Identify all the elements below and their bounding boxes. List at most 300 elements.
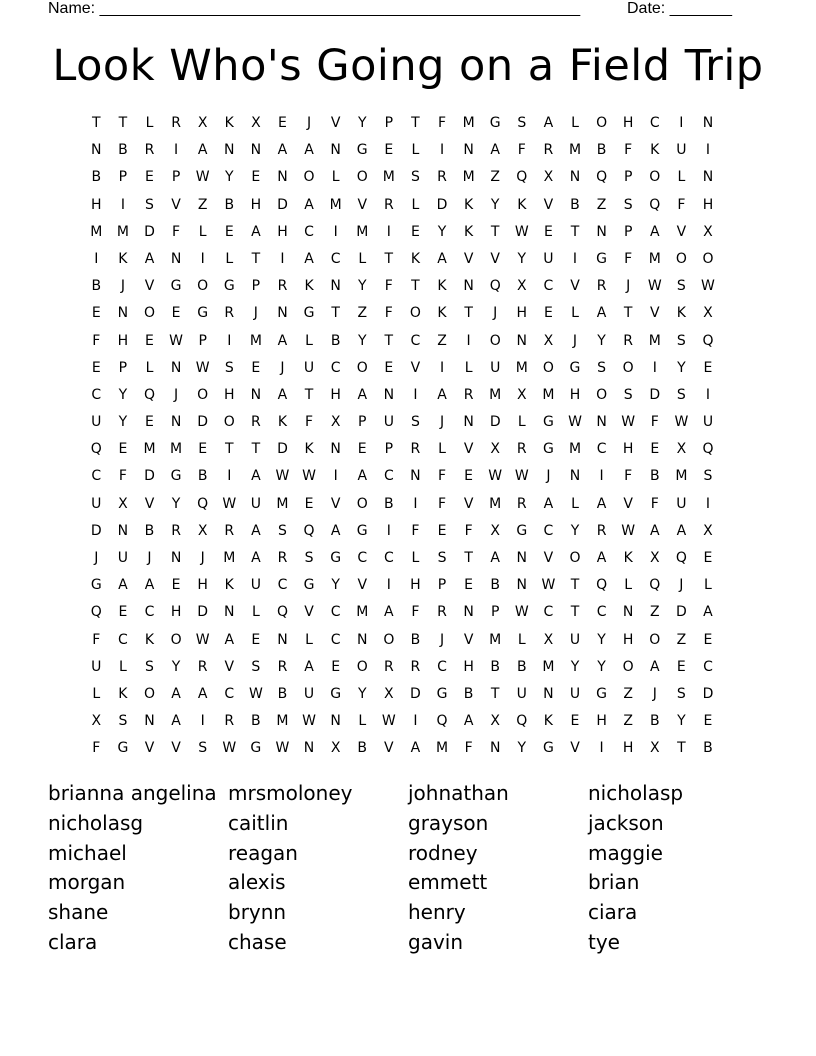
grid-letter: W xyxy=(275,468,290,485)
grid-letter: P xyxy=(384,115,394,131)
grid-letter: T xyxy=(677,740,686,757)
grid-letter: E xyxy=(676,658,686,675)
grid-letter: A xyxy=(384,604,394,621)
grid-letter: Z xyxy=(676,631,687,648)
grid-letter: L xyxy=(358,713,367,730)
grid-letter: I xyxy=(705,386,711,403)
grid-letter: F xyxy=(464,522,473,539)
grid-letter: G xyxy=(569,359,581,376)
puzzle-title: Look Who's Going on a Field Trip xyxy=(52,41,764,91)
grid-letter: O xyxy=(489,332,501,349)
grid-letter: M xyxy=(170,441,183,458)
grid-letter: F xyxy=(384,278,393,295)
grid-letter: F xyxy=(411,604,420,621)
grid-letter: C xyxy=(596,441,607,458)
grid-letter: U xyxy=(91,495,102,512)
grid-letter: L xyxy=(358,250,367,267)
grid-letter: B xyxy=(463,685,474,702)
grid-letter: X xyxy=(543,631,554,648)
grid-letter: G xyxy=(596,250,607,267)
grid-letter: V xyxy=(357,577,368,594)
grid-letter: G xyxy=(303,305,315,322)
grid-letter: J xyxy=(652,685,657,702)
grid-letter: N xyxy=(117,522,129,539)
grid-letter: I xyxy=(572,250,578,267)
grid-letter: C xyxy=(543,522,554,539)
grid-letter: G xyxy=(596,685,607,702)
grid-letter: D xyxy=(277,196,288,213)
grid-letter: A xyxy=(171,713,181,730)
grid-letter: C xyxy=(304,223,314,240)
grid-letter: H xyxy=(330,386,341,403)
grid-letter: L xyxy=(92,685,101,702)
grid-letter: O xyxy=(356,658,368,675)
grid-letter: V xyxy=(463,631,474,648)
grid-letter: L xyxy=(305,332,313,349)
grid-letter: B xyxy=(703,740,713,757)
grid-letter: F xyxy=(650,495,659,512)
grid-letter: M xyxy=(462,115,475,131)
grid-letter: I xyxy=(386,577,391,594)
grid-letter: N xyxy=(543,685,554,702)
grid-letter: N xyxy=(117,305,129,322)
grid-letter: T xyxy=(224,441,234,458)
grid-letter: K xyxy=(623,550,633,566)
grid-letter: Y xyxy=(570,522,580,539)
grid-letter: G xyxy=(542,740,554,757)
grid-letter: N xyxy=(516,550,528,566)
grid-letter: R xyxy=(224,522,235,539)
grid-letter: F xyxy=(624,468,633,485)
grid-letter: R xyxy=(596,278,607,295)
word-list-item: brianna angelina xyxy=(48,781,217,805)
grid-letter: T xyxy=(251,441,261,458)
grid-letter: I xyxy=(705,495,711,512)
grid-letter: M xyxy=(356,604,369,621)
name-field-label: Name: ______________________________________________________ xyxy=(48,0,581,17)
grid-letter: M xyxy=(276,495,289,512)
grid-letter: W xyxy=(222,495,237,512)
grid-letter: U xyxy=(91,414,102,431)
grid-letter: K xyxy=(410,250,421,267)
grid-letter: I xyxy=(333,223,338,240)
grid-letter: O xyxy=(143,685,155,702)
grid-letter: Y xyxy=(677,359,686,376)
grid-letter: A xyxy=(171,685,181,702)
grid-letter: W xyxy=(195,169,210,186)
grid-letter: I xyxy=(386,223,391,240)
grid-letter: L xyxy=(464,359,473,376)
grid-letter: D xyxy=(144,468,155,485)
grid-letter: X xyxy=(330,740,341,757)
grid-letter: U xyxy=(250,577,261,594)
grid-letter: M xyxy=(143,441,156,458)
grid-letter: W xyxy=(647,278,662,295)
grid-letter: J xyxy=(306,115,312,131)
grid-letter: Q xyxy=(436,713,448,730)
grid-letter: E xyxy=(251,359,261,376)
grid-letter: R xyxy=(250,414,261,431)
grid-letter: V xyxy=(410,359,421,376)
grid-letter: L xyxy=(677,169,686,186)
grid-letter: M xyxy=(462,169,475,186)
grid-letter: R xyxy=(197,658,208,675)
grid-letter: S xyxy=(118,713,128,730)
grid-letter: A xyxy=(251,550,261,566)
grid-letter: A xyxy=(357,386,368,403)
grid-letter: A xyxy=(463,713,474,730)
grid-letter: M xyxy=(489,631,502,648)
grid-letter: L xyxy=(305,631,313,648)
word-list-item: rodney xyxy=(408,840,478,865)
grid-letter: U xyxy=(117,550,129,566)
grid-letter: T xyxy=(92,115,101,131)
grid-letter: H xyxy=(197,577,208,594)
grid-letter: G xyxy=(330,550,342,566)
grid-letter: T xyxy=(384,250,394,267)
grid-letter: A xyxy=(277,142,288,159)
grid-letter: V xyxy=(330,115,341,131)
grid-letter: K xyxy=(437,278,447,295)
grid-letter: K xyxy=(144,631,155,648)
grid-letter: A xyxy=(251,468,261,485)
grid-letter: M xyxy=(435,740,449,757)
word-list-item: maggie xyxy=(588,840,663,865)
grid-letter: V xyxy=(144,740,155,757)
grid-letter: V xyxy=(676,223,687,240)
grid-letter: M xyxy=(223,550,236,566)
grid-letter: E xyxy=(118,441,128,458)
grid-letter: P xyxy=(171,169,181,186)
grid-letter: O xyxy=(622,359,634,376)
grid-letter: N xyxy=(91,142,102,159)
grid-letter: N xyxy=(303,740,315,757)
grid-letter: I xyxy=(200,250,205,267)
grid-letter: C xyxy=(91,386,102,403)
word-list-item: brian xyxy=(588,870,640,895)
grid-letter: N xyxy=(330,142,341,159)
word-list-item: caitlin xyxy=(228,810,289,835)
grid-letter: F xyxy=(92,740,101,757)
grid-letter: S xyxy=(623,196,633,213)
grid-letter: C xyxy=(277,577,288,594)
grid-letter: P xyxy=(358,414,367,431)
grid-letter: U xyxy=(676,142,687,159)
grid-letter: G xyxy=(516,522,528,539)
grid-letter: F xyxy=(437,495,447,512)
grid-letter: Z xyxy=(197,196,208,213)
grid-letter: N xyxy=(489,740,501,757)
grid-letter: S xyxy=(278,522,287,539)
grid-letter: V xyxy=(463,495,474,512)
grid-letter: B xyxy=(330,332,341,349)
grid-letter: A xyxy=(676,522,687,539)
grid-letter: J xyxy=(174,386,179,403)
word-list-item: brynn xyxy=(228,900,287,925)
grid-letter: G xyxy=(356,142,368,159)
grid-letter: T xyxy=(490,685,500,702)
grid-letter: S xyxy=(437,550,447,566)
grid-letter: R xyxy=(144,142,155,159)
grid-letter: K xyxy=(277,414,288,431)
grid-letter: F xyxy=(411,522,420,539)
grid-letter: O xyxy=(702,250,714,267)
grid-letter: P xyxy=(118,169,128,186)
grid-letter: I xyxy=(227,332,232,349)
grid-letter: I xyxy=(652,359,657,376)
grid-letter: N xyxy=(463,604,474,621)
grid-letter: A xyxy=(277,386,288,403)
grid-letter: M xyxy=(356,223,369,240)
grid-letter: C xyxy=(437,658,447,675)
grid-letter: Q xyxy=(649,196,661,213)
grid-letter: N xyxy=(170,359,182,376)
grid-letter: N xyxy=(596,223,607,240)
grid-letter: P xyxy=(118,359,128,376)
grid-letter: A xyxy=(596,305,607,322)
grid-letter: G xyxy=(170,278,182,295)
grid-letter: I xyxy=(599,740,604,757)
grid-letter: A xyxy=(596,550,607,566)
grid-letter: E xyxy=(251,169,261,186)
grid-letter: W xyxy=(621,522,636,539)
grid-letter: N xyxy=(383,386,395,403)
grid-letter: Y xyxy=(597,658,606,675)
grid-letter: N xyxy=(250,142,262,159)
grid-letter: V xyxy=(463,250,474,267)
grid-letter: E xyxy=(91,305,101,322)
grid-letter: I xyxy=(439,142,445,159)
grid-letter: T xyxy=(464,305,473,322)
grid-letter: R xyxy=(277,550,288,566)
grid-letter: A xyxy=(304,142,314,159)
grid-letter: N xyxy=(277,169,288,186)
grid-letter: B xyxy=(144,522,155,539)
grid-letter: R xyxy=(543,142,554,159)
grid-letter: S xyxy=(517,115,527,131)
grid-letter: M xyxy=(515,359,528,376)
grid-letter: P xyxy=(384,441,394,458)
grid-letter: X xyxy=(649,740,660,757)
grid-letter: F xyxy=(437,115,447,131)
grid-letter: P xyxy=(623,169,633,186)
word-list-item: gavin xyxy=(408,929,464,954)
grid-letter: V xyxy=(463,441,474,458)
grid-letter: F xyxy=(384,305,393,322)
grid-letter: U xyxy=(676,495,687,512)
grid-letter: X xyxy=(649,550,660,566)
grid-letter: K xyxy=(650,142,660,159)
grid-letter: T xyxy=(570,577,580,594)
grid-letter: S xyxy=(145,196,154,213)
grid-letter: V xyxy=(570,740,580,757)
grid-letter: C xyxy=(543,604,554,621)
grid-letter: A xyxy=(304,658,314,675)
grid-letter: X xyxy=(676,441,687,458)
grid-letter: O xyxy=(356,495,368,512)
grid-letter: B xyxy=(596,142,607,159)
grid-letter: E xyxy=(703,631,713,648)
grid-letter: A xyxy=(224,631,235,648)
grid-letter: K xyxy=(118,685,128,702)
grid-letter: C xyxy=(543,278,554,295)
grid-letter: E xyxy=(304,495,314,512)
grid-letter: D xyxy=(197,414,209,431)
grid-letter: A xyxy=(490,142,500,159)
grid-letter: N xyxy=(224,142,235,159)
grid-letter: B xyxy=(570,196,580,213)
grid-letter: N xyxy=(463,278,474,295)
grid-letter: Q xyxy=(143,386,155,403)
grid-letter: I xyxy=(413,495,418,512)
grid-letter: O xyxy=(569,550,581,566)
grid-letter: D xyxy=(649,386,661,403)
grid-letter: A xyxy=(649,223,660,240)
grid-letter: K xyxy=(304,278,314,295)
grid-letter: N xyxy=(330,713,341,730)
grid-letter: E xyxy=(145,414,154,431)
grid-letter: K xyxy=(437,305,447,322)
grid-letter: F xyxy=(624,250,633,267)
grid-letter: K xyxy=(517,196,527,213)
grid-letter: W xyxy=(621,414,636,431)
grid-letter: M xyxy=(568,142,582,159)
grid-letter: Y xyxy=(357,332,367,349)
word-list-item: morgan xyxy=(48,870,126,895)
grid-letter: Y xyxy=(357,685,367,702)
word-list-item: jackson xyxy=(588,810,664,835)
grid-letter: Q xyxy=(90,441,102,458)
grid-letter: M xyxy=(648,332,661,349)
grid-letter: I xyxy=(599,468,604,485)
grid-letter: Y xyxy=(331,577,340,594)
grid-letter: N xyxy=(277,631,288,648)
grid-letter: K xyxy=(224,577,234,594)
grid-letter: I xyxy=(386,522,391,539)
grid-letter: Y xyxy=(490,196,500,213)
grid-letter: Q xyxy=(675,550,687,566)
grid-letter: B xyxy=(277,685,288,702)
grid-letter: H xyxy=(224,386,235,403)
grid-letter: N xyxy=(516,577,528,594)
grid-letter: A xyxy=(118,577,128,594)
grid-letter: E xyxy=(251,631,261,648)
grid-letter: I xyxy=(174,142,179,159)
grid-letter: A xyxy=(490,550,500,566)
grid-letter: Z xyxy=(437,332,447,349)
word-list-item: clara xyxy=(48,929,98,954)
grid-letter: F xyxy=(92,332,101,349)
grid-letter: B xyxy=(649,713,660,730)
grid-letter: B xyxy=(490,658,500,675)
grid-letter: W xyxy=(674,414,689,431)
grid-letter: E xyxy=(91,359,101,376)
grid-letter: U xyxy=(490,359,501,376)
grid-letter: S xyxy=(224,359,234,376)
grid-letter: M xyxy=(542,386,555,403)
grid-letter: W xyxy=(195,631,210,648)
grid-letter: L xyxy=(411,142,420,159)
grid-letter: Y xyxy=(570,658,580,675)
grid-letter: R xyxy=(437,169,447,186)
grid-letter: E xyxy=(437,522,447,539)
grid-letter: O xyxy=(675,250,687,267)
grid-letter: R xyxy=(224,713,235,730)
grid-letter: O xyxy=(542,359,554,376)
grid-letter: C xyxy=(330,604,341,621)
grid-letter: Q xyxy=(303,522,315,539)
grid-letter: C xyxy=(330,631,341,648)
grid-letter: H xyxy=(410,577,421,594)
grid-letter: T xyxy=(623,305,633,322)
grid-letter: H xyxy=(622,115,634,131)
grid-letter: G xyxy=(356,522,368,539)
grid-letter: I xyxy=(120,196,125,213)
grid-letter: Y xyxy=(597,332,606,349)
grid-letter: S xyxy=(304,550,314,566)
grid-letter: J xyxy=(546,468,551,485)
grid-letter: V xyxy=(144,495,155,512)
grid-letter: C xyxy=(330,359,341,376)
grid-letter: X xyxy=(703,522,713,539)
word-list-item: henry xyxy=(408,900,466,925)
grid-letter: W xyxy=(514,468,529,485)
grid-letter: V xyxy=(543,550,554,566)
grid-letter: W xyxy=(381,713,396,730)
grid-letter: H xyxy=(569,386,581,403)
grid-letter: L xyxy=(624,577,633,594)
grid-letter: A xyxy=(304,250,314,267)
grid-letter: F xyxy=(92,631,101,648)
grid-letter: A xyxy=(144,577,155,594)
grid-letter: X xyxy=(330,414,341,431)
grid-letter: J xyxy=(253,305,258,322)
grid-letter: U xyxy=(303,685,315,702)
grid-letter: X xyxy=(384,685,394,702)
grid-letter: X xyxy=(543,332,554,349)
grid-letter: K xyxy=(464,223,474,240)
grid-letter: U xyxy=(569,685,581,702)
grid-letter: E xyxy=(118,604,128,621)
grid-letter: C xyxy=(410,332,421,349)
grid-letter: X xyxy=(91,713,102,730)
grid-letter: L xyxy=(571,115,579,131)
grid-letter: P xyxy=(251,278,261,295)
grid-letter: E xyxy=(145,169,154,186)
word-list-item: nicholasp xyxy=(588,781,684,805)
grid-letter: H xyxy=(622,441,634,458)
grid-letter: G xyxy=(330,685,342,702)
grid-letter: O xyxy=(170,631,182,648)
grid-letter: V xyxy=(304,604,314,621)
grid-letter: L xyxy=(118,658,127,675)
grid-letter: W xyxy=(514,604,529,621)
grid-letter: U xyxy=(303,359,315,376)
grid-letter: S xyxy=(410,414,420,431)
grid-letter: D xyxy=(90,522,102,539)
grid-letter: H xyxy=(170,604,182,621)
grid-letter: K xyxy=(464,196,474,213)
grid-letter: V xyxy=(384,740,394,757)
grid-letter: J xyxy=(147,550,152,566)
grid-letter: J xyxy=(94,550,99,566)
word-list-item: emmett xyxy=(408,870,488,895)
grid-letter: X xyxy=(703,305,713,322)
grid-letter: G xyxy=(542,441,554,458)
grid-letter: M xyxy=(116,223,129,240)
grid-letter: Y xyxy=(118,414,128,431)
grid-letter: Q xyxy=(702,441,714,458)
